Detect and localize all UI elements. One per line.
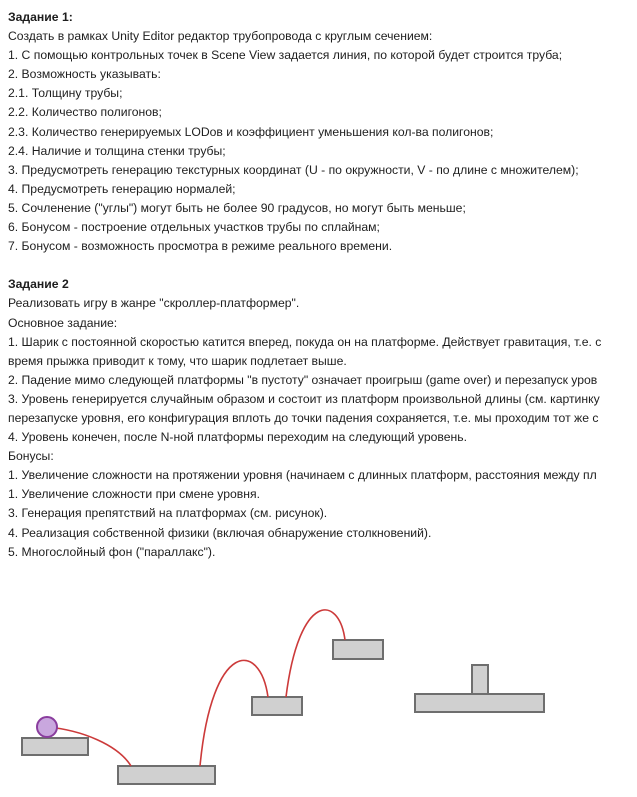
task1-line: 2.3. Количество генерируемых LODов и коэффициент уменьшения кол-ва полигонов;	[8, 124, 494, 139]
task2-title: Задание 2	[8, 277, 69, 292]
task1-line: 2.4. Наличие и толщина стенки трубы;	[8, 143, 226, 158]
task1-line: 6. Бонусом - построение отдельных участков трубы по сплайнам;	[8, 220, 380, 235]
task2-line: 5. Многослойный фон ("параллакс").	[8, 544, 216, 559]
task1-line: Создать в рамках Unity Editor редактор трубопровода с круглым сечением:	[8, 29, 433, 44]
task2-line: 3. Генерация препятствий на платформах (см. рисунок).	[8, 506, 328, 521]
task2-line: Основное задание:	[8, 315, 118, 330]
task1-line: 2.2. Количество полигонов;	[8, 105, 162, 120]
task2-line: 1. Увеличение сложности на протяжении уровня (начинаем с длинных платформ, расстояния между пл	[8, 468, 597, 483]
document-body	[8, 8, 637, 562]
platform	[415, 694, 544, 712]
task1-title: Задание 1:	[8, 10, 73, 24]
platform	[118, 766, 215, 784]
ball	[37, 717, 57, 737]
task1-line: 4. Предусмотреть генерацию нормалей;	[8, 181, 236, 196]
task1-line: 2. Возможность указывать:	[8, 67, 161, 82]
platform	[252, 697, 302, 715]
platform	[22, 738, 88, 755]
task1-line: 3. Предусмотреть генерацию текстурных координат (U - по окружности, V - по длине с множителем);	[8, 162, 579, 177]
task2-line: время прыжка приводит к тому, что шарик подлетает выше.	[8, 353, 347, 368]
task2-line: Бонусы:	[8, 449, 54, 464]
task2-line: Реализовать игру в жанре "скроллер-платформер".	[8, 296, 300, 311]
obstacle	[472, 665, 488, 695]
task1-line: 1. С помощью контрольных точек в Scene View задается линия, по которой будет строится труба;	[8, 48, 563, 63]
task1-line: 7. Бонусом - возможность просмотра в режиме реального времени.	[8, 239, 393, 254]
platformer-illustration	[0, 560, 637, 797]
task2-lines	[8, 294, 637, 561]
task2-line: 1. Шарик с постоянной скоростью катится вперед, покуда он на платформе. Действует гравитация, т.е. с	[8, 334, 602, 349]
task2-line: 3. Уровень генерируется случайным образом и состоит из платформ произвольной длины (см. картинку	[8, 391, 600, 406]
task2-line: 1. Увеличение сложности при смене уровня.	[8, 487, 261, 502]
platform	[333, 640, 383, 659]
task2-line: 4. Уровень конечен, после N-ной платформы переходим на следующий уровень.	[8, 430, 467, 445]
task1-lines	[8, 27, 637, 256]
task2-line: 4. Реализация собственной физики (включая обнаружение столкновений).	[8, 525, 432, 540]
task2-line: перезапуске уровня, его конфигурация вплоть до точки падения сохраняется, т.е. мы проходим тот же с	[8, 410, 599, 425]
task1-line: 5. Сочленение ("углы") могут быть не более 90 градусов, но могут быть меньше;	[8, 200, 466, 215]
task1-line: 2.1. Толщину трубы;	[8, 86, 123, 101]
task2-line: 2. Падение мимо следующей платформы "в пустоту" означает проигрыш (game over) и перезапуск уров	[8, 372, 598, 387]
section-spacer	[8, 256, 637, 275]
